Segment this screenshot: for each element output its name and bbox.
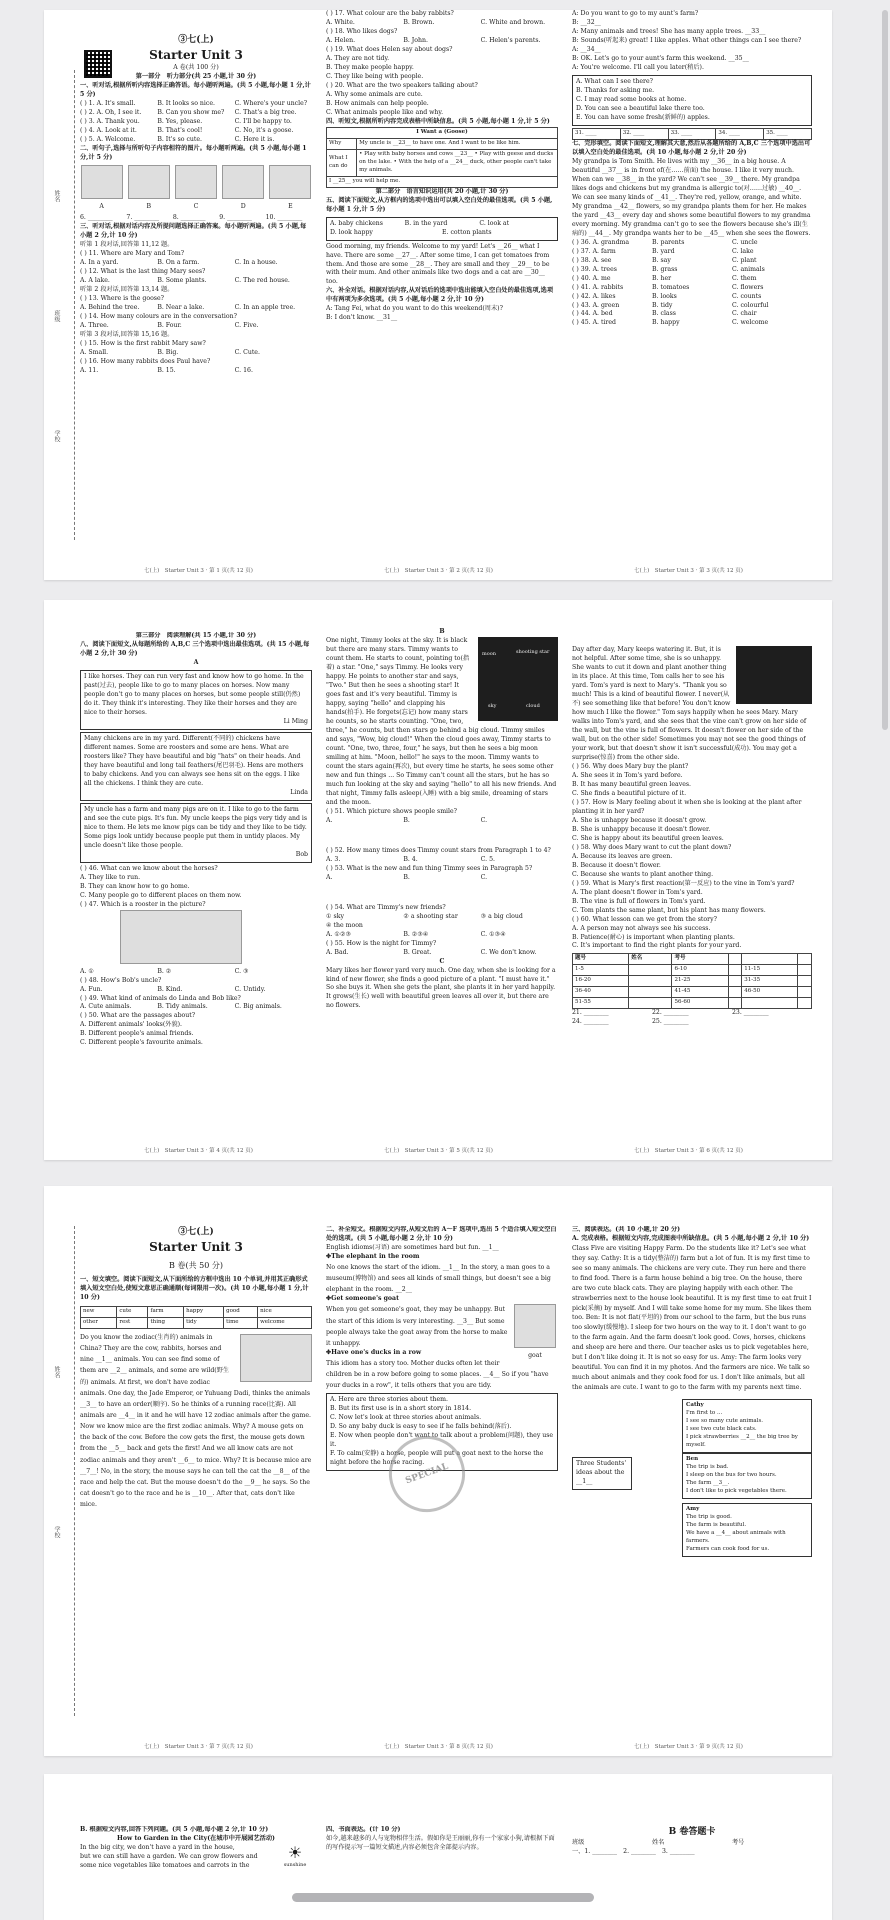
page2-column-2: B moon shooting star sky cloud One night, Timmy looks at the sky. It is black but there are many stars. Timmy wants to count them. He starts to count, pointing to(指着) a star. "One," says Timmy. He looks very happy. He points to another star and says, "Two." But then he sees a shooting star! It goes fast and it's very beautiful. Timmy is happy, saying "hello" and clapping his hands(拍手). He forgets(忘记) how many stars he counts, so he starts counting. "One, two, three," he counts, but then stars go behind a big cloud. Timmy smiles and says, "Wow, big cloud!" When the cloud goes away, Timmy starts to count. "One, two, three, four," he says, but then he sees a big moon smiling at him. "Moon, hello!" he says to the moon. Timmy wants to count the stars again(再次), but every time he starts, he sees some other new and fun things ... So Timmy can't count all the stars, but he has so much fun looking at the sky and saying "hello" to all his new friends. And that night, Timmy falls asleep(入睡) with a big smile, dreaming of stars and the moon. ( ) 51. Which picture shows people smile? A. B. C. ( ) 52. How many times does Timmy count stars from Paragraph 1 to 4? A. 3. B. 4. C. 5. ( ) 53. What is the new and fun thing Timmy sees in Paragraph 5? A. B. C. ( ) 54. What are Timmy's new friends? ① sky ② a shooting star ③ a big cloud ④ the moon A. ①②③ B. ②③④ C. ①③④ ( ) 55. How is the night for Timmy? A. Bad. B. Great. C. We don't know. C Mary likes her flower yard very much. One day, when she is looking for a kind of new flower, she finds a good picture of a plant. "I must have it." So she buys it. When she gets the plant, she plants it in her yard happily. It grows(生长) well with beautiful green leaves all over it, but there are no flowers.: [326, 628, 557, 1010]
q5: ( ) 5. A. Welcome. B. It's so cute. C. Here it is.: [80, 136, 275, 144]
listening-table: I Want a (Goose) Why My uncle is __23__ to have one. And I want to be like him. What I can do • Play with baby horses and cows __23__ • Play with geese and ducks on the lake. • With the help of a __24__ duck, other people can't take my animals. I __25__ you will help me.: [326, 127, 558, 188]
passage-a-1: I like horses. They can run very fast and know how to go home. In the past(过去), people like to go to many places on horses. Now many people don't go to many places on horses, but some people still(仍然) do it. They think it's interesting. They like their horses and they are nice to their horses. Li Ming: [80, 670, 312, 730]
page-footer: 七(上) Starter Unit 3 · 第 7 页(共 12 页): [144, 1744, 253, 1750]
mind-map: Three Students' ideas about the __1__ Cathy I'm first to ... I see so many cute animals. I see two cute black cats. I pick strawberries __2__ the big tree by myself. Ben The trip is bad. I sleep on the bus for two hours. The farm __3__. I don't like to pick vegetables there. Amy The trip is good. The farm is beautiful. We have a __4__ about animals with farmers. Farmers can cook food for us.: [572, 1397, 812, 1547]
page4-column-2: 四、书面表达。(计 10 分) 如今,越来越多的人与宠物相伴生活。假如你是王丽丽,你有一个家家小狗,请根据下面的写作提示写一篇短文描述,内容必须包含全部提示内容。: [326, 1826, 555, 1851]
flower-picture: [81, 165, 123, 199]
unit-badge: ③七(上): [178, 35, 214, 45]
page-footer: 七(上) Starter Unit 3 · 第 9 页(共 12 页): [634, 1744, 743, 1750]
q3: ( ) 3. A. Thank you. B. Yes, please. C. I'll be happy to.: [80, 118, 292, 126]
unit-title: Starter Unit 3: [149, 48, 243, 63]
word-bank: new cute farm happy good nice other rest thing tidy time welcome: [80, 1306, 312, 1329]
vine-wall-picture: [736, 646, 812, 704]
answer-card-table: 题号 姓名 考号 1-5 6-10 11-15 16-20 21-25 31-35 36-40 41-45 46-50 51-55 56-60: [572, 953, 812, 1009]
dialog-options-box: A. What can I see there? B. Thanks for asking me. C. I may read some books at home. D. You can see a beautiful lake there too. E. You can have some fresh(新鲜的) apples.: [572, 75, 812, 126]
passage-a-2: Many chickens are in my yard. Different(不同的) chickens have different names. Some are roosters and some are hens. What are roosters like? They have beautiful and big "hats" on their heads. And they have beautiful and long tail feathers(尾巴羽毛). Hens are mothers to baby chickens. And you can always see hens sit on the eggs. I like all the chickens. I think they are cute. Linda: [80, 732, 312, 801]
page-footer: 七(上) Starter Unit 3 · 第 3 页(共 12 页): [634, 568, 743, 574]
page1-column-2: ( ) 17. What colour are the baby rabbits? A. White. B. Brown. C. White and brown. ( ) 18. Who likes dogs? A. Helen. B. John. C. Helen's parents. ( ) 19. What does Helen say about dogs? A. They are not tidy. B. They make people happy. C. They like being with people. ( ) 20. What are the two speakers talking about? A. Why some animals are cute. B. How animals can help people. C. What animals people like and why. 四、听短文,根据所听内容完成表格中所缺信息。(共 5 小题,每小题 1 分,计 5 分) I Want a (Goose) Why My uncle is __23__ to have one. And I want to be like him. What I can do • Play with baby horses and cows __23__ • Play with geese and ducks on the lake. • With the help of a __24__ duck, other people can't take my animals. I __25__ you will help me. 第二部分 语言知识运用(共 20 小题,计 30 分) 五、阅读下面短文,从方框内的选项中选出可以填入空白处的最佳选项。(共 5 小题,每小题 1 分,计 5 分) A. baby chickens B. in the yard C. look at D. look happy E. cotton plants Good morning, my friends. Welcome to my yard! Let's __26__ what I have. There are some __27__. After some time, I can get tomatoes from them. And those are some __28__. They are small and they __29__ to be with their mum. And other animals like two dogs and a cat are __30__ too. 六、补全对话。根据对话内容,从对话后的选项中选出能填入空白处的最佳选项,选项中有两项为多余选项。(共 5 小题,每小题 2 分,计 10 分) A: Tang Fei, what do you want to do this weekend(周末)? B: I don't know. __31__: [326, 10, 558, 556]
page-footer: 七(上) Starter Unit 3 · 第 8 页(共 12 页): [384, 1744, 493, 1750]
page2-column-1: 第三部分 阅读理解(共 15 小题,计 30 分) 八、阅读下面短文,从每题所给的 A,B,C 三个选项中选出最佳选项。(共 15 小题,每小题 2 分,计 30 分) A I like horses. They can run very fast and know how to go home. In the past(过去), people like to go to many places on horses. Now many people don't go to many places on horses, but some people still(仍然) do it. They think it's interesting. They like their horses and they are nice to their horses. Li Ming Many chickens are in my yard. Different(不同的) chickens have different names. Some are roosters and some are hens. What are roosters like? They have beautiful and big "hats" on their heads. And they have beautiful and long tail feathers(尾巴羽毛). Hens are mothers to baby chickens. And you can always see hens sit on the eggs. I like all the chickens. I think they are cute. Linda My uncle has a farm and many pigs are on it. I like to go to the farm and see the cute pigs. It's fun. My uncle keeps the pigs very tidy and is nice to them. He lets me know pigs can be tidy and they like to be tidy. Some pigs look untidy because people put them in untidy places. My uncle doesn't like those people. Bob ( ) 46. What can we know about the horses? A. They like to run. B. They can know how to go home. C. Many people go to different places on them now. ( ) 47. Which is a rooster in the picture? A. ① B. ② C. ③ ( ) 48. How's Bob's uncle? A. Fun. B. Kind. C. Untidy. ( ) 49. What kind of animals do Linda and Bob like? A. Cute animals. B. Tidy animals. C. Big animals. ( ) 50. What are the passages about? A. Different animals' looks(外貌). B. Different people's animal friends. C. Different people's favourite animals.: [80, 632, 312, 1136]
amy-box: Amy The trip is good. The farm is beautiful. We have a __4__ about animals with farmers. Farmers can cook food for us.: [682, 1503, 812, 1557]
sunshine-icon: ☀ sunshine: [283, 1842, 307, 1868]
ben-box: Ben The trip is bad. I sleep on the bus for two hours. The farm __3__. I don't like to pick vegetables there.: [682, 1453, 812, 1499]
page-footer: 七(上) Starter Unit 3 · 第 6 页(共 12 页): [634, 1148, 743, 1154]
exam-page-3: [44, 1186, 832, 1756]
page-footer: 七(上) Starter Unit 3 · 第 1 页(共 12 页): [144, 568, 253, 574]
horizontal-scrollbar[interactable]: [292, 1893, 594, 1902]
word-box: A. baby chickens B. in the yard C. look at D. look happy E. cotton plants: [326, 217, 558, 241]
answer-row-31-35: 31. ____ 32. ____ 33. ____ 34. ____ 35. ____: [572, 128, 812, 140]
q1: ( ) 1. A. It's small. B. It looks so nice. C. Where's your uncle?: [80, 100, 308, 108]
tree-picture: [269, 165, 311, 199]
page-footer: 七(上) Starter Unit 3 · 第 5 页(共 12 页): [384, 1148, 493, 1154]
exam-page-2: [44, 600, 832, 1160]
goose-picture: [222, 165, 264, 199]
q4: ( ) 4. A. Look at it. B. That's cool! C. No, it's a goose.: [80, 127, 294, 135]
exam-page-1: [44, 10, 832, 580]
page3-column-3: 三、阅读表达。(共 10 小题,计 20 分) A. 完成表格。根据短文内容,完成图表中所缺信息。(共 5 小题,每小题 2 分,计 10 分) Class Five are visiting Happy Farm. Do the students like it? Let's see what they say. Cathy: It is a tidy(整洁的) farm but a lot of fun. It is my first time to see so many animals. The chickens are very cute. They run here and there to find food. There is a farm house behind a big tree. On the house, there are two cute black cats. They are playing happily with each other. The strawberries next to the house look beautiful. It is my first time to eat fruit I pick(采摘) by myself. And I will take some home for my mum. She likes them too. Ben: It is not flat(平坦的) from our school to the farm, but the bus runs too slowly(缓慢地). I sleep for two hours on the way to it. I don't want to go to the farm again. And the farm doesn't look good. Cows, horses, chickens and sheep are here and there. Our teacher asks us to pick vegetables here, but I don't like doing it. It is not so easy for us. Amy: The farm looks very beautiful. You can find it in my photos. And the farmers are nice. We talk so much about animals and they cook food for us. I don't like animals, but all the animals are cute. I want to go to the farm with my parents next time. Three Students' ideas about the __1__ Cathy I'm first to ... I see so many cute animals. I see two cute black cats. I pick strawberries __2__ the big tree by myself. Ben The trip is bad. I sleep on the bus for two hours. The farm __3__. I don't like to pick vegetables there. Amy The trip is good. The farm is beautiful. We have a __4__ about animals with farmers. Farmers can cook food for us.: [572, 1226, 812, 1732]
q2: ( ) 2. A. Oh, I see it. B. Can you show me? C. That's a big tree.: [80, 109, 297, 117]
cathy-box: Cathy I'm first to ... I see so many cute animals. I see two cute black cats. I pick strawberries __2__ the big tree by myself.: [682, 1399, 812, 1453]
binding-margin: 姓名 班级 学校: [46, 70, 75, 540]
page1-column-1: ③七(上) Starter Unit 3 A 卷(共 100 分) 第一部分 听力部分(共 25 小题,计 30 分) 一、听对话,根据所听内容选择正确答语。每小题听两遍。(共 5 小题,每小题 1 分,计 5 分) ( ) 1. A. It's small. B. It looks so nice. C. Where's your uncle? ( ) 2. A. Oh, I see it. B. Can you show me? C. That's a big tree. ( ) 3. A. Thank you. B. Yes, please. C. I'll be happy to. ( ) 4. A. Look at it. B. That's cool! C. No, it's a goose. ( ) 5. A. Welcome. B. It's so cute. C. Here it is. 二、听句子,选择与所听句子内容相符的图片。每小题听两遍。(共 5 小题,每小题 1 分,计 5 分) A B C D E 6. ________ 7. ________ 8. ________ 9. ________ 10. ________ 三、听对话,根据对话内容及所提问题选择正确答案。每小题听两遍。(共 5 小题,每小题 2 分,计 10 分) 听第 1 段对话,回答第 11,12 题。 ( ) 11. Where are Mary and Tom? A. In a yard. B. On a farm. C. In a house. ( ) 12. What is the last thing Mary sees? A. A lake. B. Some plants. C. The red house. 听第 2 段对话,回答第 13,14 题。 ( ) 13. Where is the goose? A. Behind the tree. B. Near a lake. C. In an apple tree. ( ) 14. How many colours are in the conversation? A. Three. B. Four. C. Five. 听第 3 段对话,回答第 15,16 题。 ( ) 15. How is the first rabbit Mary saw? A. Small. B. Big. C. Cute. ( ) 16. How many rabbits does Paul have? A. 11. B. 15. C. 16.: [80, 35, 311, 374]
watermark-stamp: SPECIAL: [378, 1425, 475, 1522]
night-sky-picture: moon shooting star sky cloud: [478, 637, 558, 721]
chickens-picture: [120, 910, 242, 964]
picture-row: A B C D E: [80, 165, 312, 212]
rabbit-picture: [128, 165, 170, 199]
idiom-options-box: A. Here are three stories about them. B. But its first use is in a short story in 1814. C. Now let's look at three stories about animals. D. So any baby duck is easy to see if he falls behind(落后). E. Now when people don't want to talk about a problem(问题), they use it. F. To calm(安静) a horse, people will put a goat next to the horse the night before the horse racing.: [326, 1393, 558, 1471]
page1-column-3: A: Do you want to go to my aunt's farm? B: __32__ A: Many animals and trees! She has many apple trees. __33__ B: Sounds(听起来) great! I like apples. What other things can I see there? A: __34__ B: OK. Let's go to your aunt's farm this weekend. __35__ A: You're welcome. I'll call you later(稍后). A. What can I see there? B. Thanks for asking me. C. I may read some books at home. D. You can see a beautiful lake there too. E. You can have some fresh(新鲜的) apples. 31. ____ 32. ____ 33. ____ 34. ____ 35. ____ 七、完形填空。阅读下面短文,理解其大意,然后从各题所给的 A,B,C 三个选项中选出可以填入空白处的最佳选项。(共 10 小题,每小题 2 分,计 20 分) My grandpa is Tom Smith. He lives with my __36__ in a big house. A beautiful __37__ is in front of(在……前面) the house. I like it very much. When can we __38__ in the yard? We can't see __39__ there. My grandpa likes dogs and chickens but my grandma is allergic to(对……过敏) __40__. We can see many kinds of __41__. They're red, yellow, orange, and white. My grandma __42__ flowers, so my grandpa plants them for her. He makes the yard __43__ every day and shows some beautiful flowers to my grandma every morning. My grandma can't go to see the flowers because she's ill(生病的) __44__. My grandpa wants her to be __45__ when she sees the flowers. ( ) 36. A. grandma B. parents C. uncle ( ) 37. A. farm B. yard C. lake ( ) 38. A. see B. say C. plant ( ) 39. A. trees B. grass C. animals ( ) 40. A. me B. her C. them ( ) 41. A. rabbits B. tomatoes C. flowers ( ) 42. A. likes B. looks C. counts ( ) 43. A. green B. tidy C. colourful ( ) 44. A. bed B. class C. chair ( ) 45. A. tired B. happy C. welcome: [572, 10, 811, 327]
farm-picture: [175, 165, 217, 199]
page-footer: 七(上) Starter Unit 3 · 第 4 页(共 12 页): [144, 1148, 253, 1154]
passage-a-3: My uncle has a farm and many pigs are on it. I like to go to the farm and see the cute pigs. It's fun. My uncle keeps the pigs very tidy and is nice to them. He lets me know pigs can be tidy and they like to be tidy. Some pigs look untidy because people put them in untidy places. My uncle doesn't like those people. Bob: [80, 803, 312, 863]
vertical-scrollbar[interactable]: [882, 10, 888, 730]
page4-column-3: B 卷答题卡 班级 姓名 考号 一、1. ________ 2. ________ 3. ________: [572, 1827, 745, 1856]
binding-margin: 姓名 学校: [46, 1226, 75, 1716]
page3-column-2: 二、补全短文。根据短文内容,从短文后的 A～F 选项中,选出 5 个适合填入短文空白处的选项。(共 5 小题,每小题 2 分,计 10 分) English idioms(习语) are sometimes hard but fun. __1__ ✤The elephant in the room No one knows the start of the idiom. __1__ In the story, a man goes to a museum(博物馆) and sees all kinds of small things, but doesn't see a big elephant in the room. __2__ ✤Get someone's goat goat When you get someone's goat, they may be unhappy. But the start of this idiom is very interesting. __3__ But some people always take the goat away from the horse to make it unhappy. ✤Have one's ducks in a row This idiom has a story too. Mother ducks often let their children be in a row before going to some places. __4__ So if you "have your ducks in a row", it tells others that you are tidy. A. Here are three stories about them. B. But its first use is in a short story in 1814. C. Now let's look at three stories about animals. D. So any baby duck is easy to see if he falls behind(落后). E. Now when people don't want to talk about a problem(问题), they use it. F. To calm(安静) a horse, people will put a goat next to the horse the night before the horse racing.: [326, 1226, 558, 1732]
page-footer: 七(上) Starter Unit 3 · 第 2 页(共 12 页): [384, 568, 493, 574]
page2-column-3: Day after day, Mary keeps watering it. But, it is not helpful. After some time, she is so unhappy. She wants to cut it down and plant another thing in its place. At this time, Tom calls her to see his yard. Tom's yard is next to Mary's. "Thank you so much! This is a kind of beautiful flower. I never(从不) see something like that before! You don't know how much I like the flower." Tom says happily when he sees Mary. Mary walks into Tom's yard, and she sees that the vine can't grow on her side of the wall, but the vine is full of flowers. It doesn't flower on her side of the wall, but on the other side! Sometimes you may not see the good things of your work, but that doesn't show it isn't successful(成功). You may get a surprise(惊喜) from the other side. ( ) 56. Why does Mary buy the plant? A. She sees it in Tom's yard before. B. It has many beautiful green leaves. C. She finds a beautiful picture of it. ( ) 57. How is Mary feeling about it when she is looking at the plant after planting it in her yard? A. She is unhappy because it doesn't grow. B. She is unhappy because it doesn't flower. C. She is happy about its beautiful green leaves. ( ) 58. Why does Mary want to cut the plant down? A. Because its leaves are green. B. Because it doesn't flower. C. Because she wants to plant another thing. ( ) 59. What is Mary's first reaction(第一反应) to the vine in Tom's yard? A. The plant doesn't flower in Tom's yard. B. The vine is full of flowers in Tom's yard. C. Tom plants the same plant, but his plant has many flowers. ( ) 60. What lesson can we get from the story? A. A person may not always see his success. B. Patience(耐心) is important when planting plants. C. It's important to find the right plants for your yard. 题号 姓名 考号 1-5 6-10 11-15 16-20 21-25 31-35 36-40 41-45 46-50 51-55 56-60 21. ________ 22. ________ 23. ________ 24. ________ 25. ________: [572, 646, 812, 1136]
cow-picture: [240, 1334, 312, 1382]
goat-picture: goat: [512, 1304, 558, 1361]
page4-column-1: B. 根据短文内容,回答下列问题。(共 5 小题,每小题 2 分,计 10 分) How to Garden in the City(在城市中开展园艺活动) ☀ sunshine In the big city, we don't have a yard in the house, but we can still have a garden. We can grow flowers and some nice vegetables like tomatoes and carrots in the: [80, 1826, 312, 1896]
page3-column-1: ③七(上) Starter Unit 3 B 卷(共 50 分) 一、短文填空。阅读下面短文,从下面所给的方框中选出 10 个单词,并用其正确形式填入短文空白处,使短文意思正确通顺(每词限用一次)。(共 10 小题,每小题 1 分,计 10 分) new cute farm happy good nice other rest thing tidy time welcome Do you know the zodiac(生肖的) animals in China? They are the cow, rabbits, horses and nine __1__ animals. You can see find some of them are __2__ animals, and some are wild(野生的) animals. At first, we don't have zodiac animals. One day, the Jade Emperor, or Yuhuang Dadi, thinks the animals __3__ to have an order(顺序). So he thinks of a running race(比赛). All animals are __4__ in it and he will have 12 zodiac animals after the game. Now we know mice are the first zodiac animals. Why? A mouse gets on the back of the cow. Before the cow gets the first, the mouse gets down from the __5__ back and gets the first! And we all know cats are not zodiac animals and they aren't __6__ to mice. Why? It is because mice are __7__! No, in the story, the mouse says he can tell the cat the __8__ of the race and help the cat. But the mouse doesn't do the __9__ he says. So the cat doesn't go to the race and he is __10__. After that, cats don't like mice.: [80, 1227, 312, 1509]
